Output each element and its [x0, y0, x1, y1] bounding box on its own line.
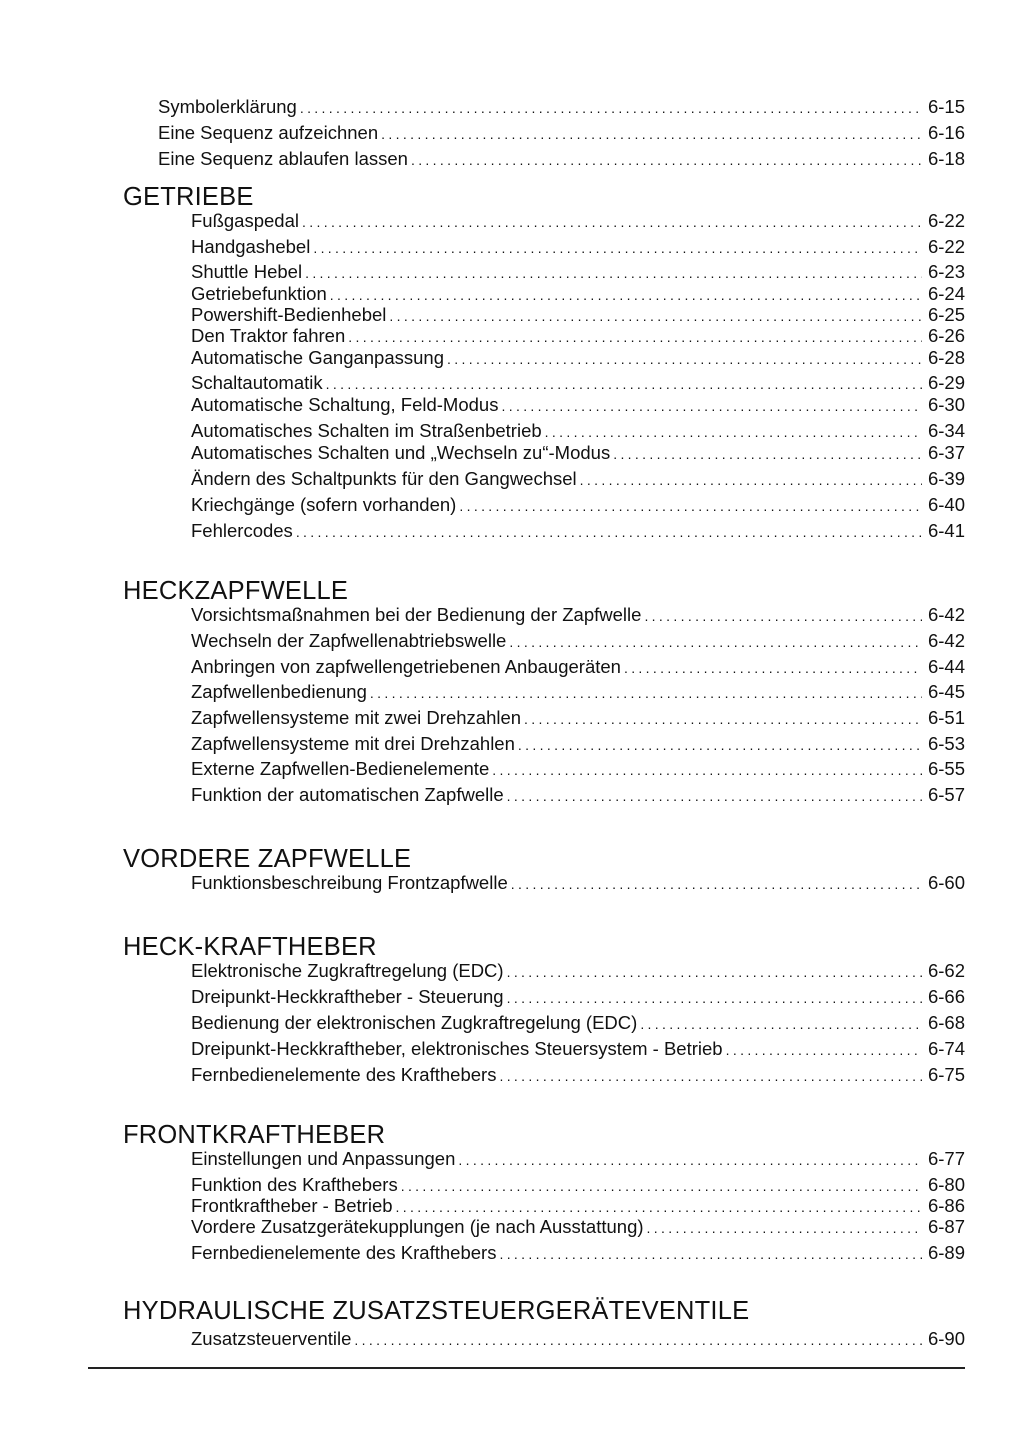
toc-entry-title: Shuttle Hebel	[191, 261, 303, 282]
dot-leader	[492, 759, 922, 781]
toc-entry-title: Fernbedienelemente des Krafthebers	[191, 1064, 497, 1085]
toc-entry[interactable]	[191, 1216, 965, 1239]
toc-entry-title: Getriebefunktion	[191, 283, 327, 304]
toc-entry-page: 6-18	[927, 148, 965, 169]
toc-entry-page: 6-86	[927, 1195, 965, 1216]
toc-entry-page: 6-29	[927, 372, 965, 393]
toc-entry-title: Handgashebel	[191, 236, 311, 257]
section-heading: HECK-KRAFTHEBER	[123, 933, 377, 961]
toc-entry-page: 6-26	[927, 325, 965, 346]
toc-entry-title: Eine Sequenz aufzeichnen	[158, 122, 379, 143]
toc-entry-title: Anbringen von zapfwellengetriebenen Anbaugeräten	[191, 656, 621, 677]
section-heading: VORDERE ZAPFWELLE	[123, 845, 412, 873]
toc-entry-page: 6-60	[927, 872, 965, 893]
dot-leader	[313, 237, 922, 259]
toc-entry[interactable]	[191, 1174, 965, 1197]
toc-entry-page: 6-24	[927, 283, 965, 304]
toc-entry-title: Zapfwellensysteme mit zwei Drehzahlen	[191, 707, 522, 728]
dot-leader	[396, 1196, 922, 1218]
toc-entry-page: 6-51	[927, 707, 965, 728]
dot-leader	[381, 123, 922, 145]
dot-leader	[647, 1217, 922, 1239]
toc-entry[interactable]	[191, 707, 965, 730]
toc-entry-page: 6-22	[927, 236, 965, 257]
dot-leader	[501, 395, 922, 417]
toc-entry-page: 6-41	[927, 520, 965, 541]
toc-entry[interactable]	[191, 394, 965, 417]
dot-leader	[370, 682, 922, 704]
toc-entry-title: Funktionsbeschreibung Frontzapfwelle	[191, 872, 508, 893]
toc-entry-page: 6-75	[927, 1064, 965, 1085]
toc-entry-title: Funktion des Krafthebers	[191, 1174, 398, 1195]
toc-entry-page: 6-62	[927, 960, 965, 981]
toc-entry-title: Einstellungen und Anpassungen	[191, 1148, 456, 1169]
toc-entry[interactable]	[191, 1328, 965, 1351]
toc-entry-title: Automatische Ganganpassung	[191, 347, 445, 368]
toc-entry-page: 6-55	[927, 758, 965, 779]
toc-entry-title: Zapfwellensysteme mit drei Drehzahlen	[191, 733, 515, 754]
toc-entry-page: 6-89	[927, 1242, 965, 1263]
toc-entry-title: Zapfwellenbedienung	[191, 681, 367, 702]
toc-entry-page: 6-40	[927, 494, 965, 515]
toc-entry-page: 6-30	[927, 394, 965, 415]
dot-leader	[511, 873, 922, 895]
toc-entry[interactable]	[158, 148, 965, 171]
toc-entry-title: Automatisches Schalten und „Wechseln zu“-Modus	[191, 442, 611, 463]
dot-leader	[640, 1013, 922, 1035]
section-heading: HECKZAPFWELLE	[123, 577, 349, 605]
toc-entry-page: 6-37	[927, 442, 965, 463]
toc-entry-page: 6-42	[927, 630, 965, 651]
toc-entry[interactable]	[158, 122, 965, 145]
toc-entry[interactable]	[191, 758, 965, 781]
toc-entry-title: Funktion der automatischen Zapfwelle	[191, 784, 504, 805]
dot-leader	[411, 149, 922, 171]
toc-entry-page: 6-74	[927, 1038, 965, 1059]
toc-entry-page: 6-23	[927, 261, 965, 282]
toc-entry[interactable]	[191, 210, 965, 233]
toc-entry[interactable]	[191, 347, 965, 370]
dot-leader	[580, 469, 922, 491]
dot-leader	[389, 305, 922, 327]
toc-entry[interactable]	[191, 420, 965, 443]
toc-entry-page: 6-42	[927, 604, 965, 625]
section-heading: GETRIEBE	[123, 183, 254, 211]
dot-leader	[644, 605, 922, 627]
toc-entry[interactable]	[191, 304, 965, 327]
toc-entry-title: Fehlercodes	[191, 520, 293, 541]
toc-entry-title: Elektronische Zugkraftregelung (EDC)	[191, 960, 504, 981]
dot-leader	[348, 326, 922, 348]
toc-entry-page: 6-90	[927, 1328, 965, 1349]
toc-entry[interactable]	[191, 681, 965, 704]
dot-leader	[509, 631, 922, 653]
dot-leader	[354, 1329, 922, 1351]
dot-leader	[296, 521, 922, 543]
toc-entry[interactable]	[191, 960, 965, 983]
toc-entry[interactable]	[191, 1038, 965, 1061]
toc-entry-page: 6-87	[927, 1216, 965, 1237]
dot-leader	[401, 1175, 922, 1197]
toc-entry-page: 6-39	[927, 468, 965, 489]
toc-entry-title: Automatische Schaltung, Feld-Modus	[191, 394, 499, 415]
toc-entry[interactable]	[191, 784, 965, 807]
toc-entry[interactable]	[191, 1242, 965, 1265]
toc-entry-title: Dreipunkt-Heckkraftheber, elektronisches Steuersystem - Betrieb	[191, 1038, 723, 1059]
toc-entry[interactable]	[191, 236, 965, 259]
toc-entry[interactable]	[191, 733, 965, 756]
toc-entry[interactable]	[191, 1012, 965, 1035]
toc-entry-title: Eine Sequenz ablaufen lassen	[158, 148, 408, 169]
toc-entry[interactable]	[191, 325, 965, 348]
toc-entry-page: 6-25	[927, 304, 965, 325]
toc-entry-title: Bedienung der elektronischen Zugkraftregelung (EDC)	[191, 1012, 638, 1033]
toc-entry-page: 6-80	[927, 1174, 965, 1195]
dot-leader	[545, 421, 922, 443]
toc-entry[interactable]	[191, 1195, 965, 1218]
toc-entry-title: Kriechgänge (sofern vorhanden)	[191, 494, 457, 515]
toc-entry[interactable]	[191, 283, 965, 306]
toc-entry-page: 6-28	[927, 347, 965, 368]
dot-leader	[330, 284, 922, 306]
toc-entry[interactable]	[191, 986, 965, 1009]
section-heading: HYDRAULISCHE ZUSATZSTEUERGERÄTEVENTILE	[123, 1297, 750, 1325]
toc-entry-title: Dreipunkt-Heckkraftheber - Steuerung	[191, 986, 504, 1007]
toc-entry-page: 6-34	[927, 420, 965, 441]
dot-leader	[458, 1149, 922, 1171]
toc-entry[interactable]	[191, 372, 965, 395]
toc-entry-title: Schaltautomatik	[191, 372, 323, 393]
dot-leader	[507, 961, 922, 983]
toc-entry-title: Vordere Zusatzgerätekupplungen (je nach Ausstattung)	[191, 1216, 644, 1237]
dot-leader	[302, 211, 922, 233]
dot-leader	[507, 987, 922, 1009]
toc-entry-title: Ändern des Schaltpunkts für den Gangwechsel	[191, 468, 577, 489]
dot-leader	[613, 443, 922, 465]
toc-entry-page: 6-44	[927, 656, 965, 677]
section-heading: FRONTKRAFTHEBER	[123, 1121, 386, 1149]
toc-entry[interactable]	[191, 520, 965, 543]
toc-entry[interactable]	[191, 494, 965, 517]
toc-entry[interactable]	[191, 261, 965, 284]
dot-leader	[624, 657, 922, 679]
toc-entry-page: 6-77	[927, 1148, 965, 1169]
toc-entry[interactable]	[191, 630, 965, 653]
toc-entry-title: Symbolerklärung	[158, 96, 297, 117]
toc-entry-title: Externe Zapfwellen-Bedienelemente	[191, 758, 490, 779]
toc-entry-title: Fernbedienelemente des Krafthebers	[191, 1242, 497, 1263]
toc-entry-title: Frontkraftheber - Betrieb	[191, 1195, 393, 1216]
toc-entry-title: Vorsichtsmaßnahmen bei der Bedienung der Zapfwelle	[191, 604, 642, 625]
dot-leader	[326, 373, 922, 395]
dot-leader	[524, 708, 922, 730]
dot-leader	[507, 785, 922, 807]
dot-leader	[305, 262, 922, 284]
bottom-rule	[88, 1367, 965, 1369]
toc-entry-page: 6-53	[927, 733, 965, 754]
toc-entry-title: Den Traktor fahren	[191, 325, 346, 346]
dot-leader	[447, 348, 922, 370]
toc-entry-page: 6-22	[927, 210, 965, 231]
dot-leader	[499, 1243, 922, 1265]
toc-entry-title: Fußgaspedal	[191, 210, 299, 231]
dot-leader	[300, 97, 922, 119]
toc-entry-page: 6-16	[927, 122, 965, 143]
toc-entry[interactable]	[191, 604, 965, 627]
dot-leader	[499, 1065, 922, 1087]
toc-entry-title: Powershift-Bedienhebel	[191, 304, 387, 325]
dot-leader	[726, 1039, 922, 1061]
dot-leader	[459, 495, 922, 517]
toc-entry[interactable]	[191, 872, 965, 895]
toc-entry[interactable]	[191, 442, 965, 465]
toc-entry-title: Automatisches Schalten im Straßenbetrieb	[191, 420, 542, 441]
toc-entry-title: Zusatzsteuerventile	[191, 1328, 352, 1349]
toc-entry[interactable]	[191, 1064, 965, 1087]
toc-entry-page: 6-57	[927, 784, 965, 805]
toc-entry-page: 6-68	[927, 1012, 965, 1033]
toc-entry-page: 6-66	[927, 986, 965, 1007]
toc-entry-page: 6-15	[927, 96, 965, 117]
dot-leader	[518, 734, 922, 756]
toc-entry[interactable]	[191, 1148, 965, 1171]
toc-entry-page: 6-45	[927, 681, 965, 702]
toc-entry[interactable]	[158, 96, 965, 119]
toc-entry-title: Wechseln der Zapfwellenabtriebswelle	[191, 630, 507, 651]
toc-entry[interactable]	[191, 468, 965, 491]
toc-entry[interactable]	[191, 656, 965, 679]
